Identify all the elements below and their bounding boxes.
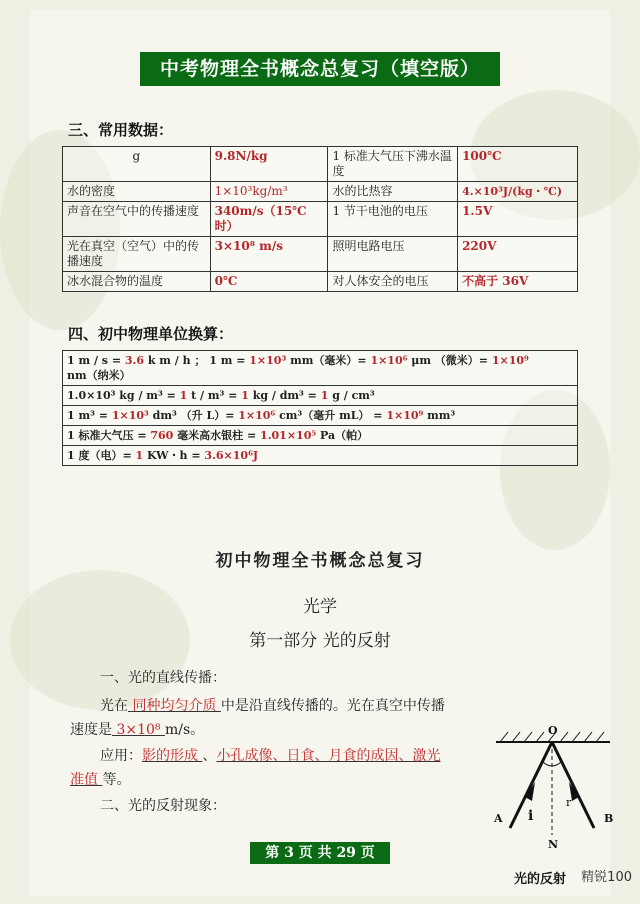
reflected-ray — [552, 742, 594, 828]
table-cell: 1×10³kg/m³ — [210, 182, 328, 202]
unit-text: k m / h ； 1 m = — [144, 354, 250, 367]
unit-text: dm³ （升 L）= — [148, 409, 239, 422]
page-title: 中考物理全书概念总复习（填空版） — [140, 52, 500, 86]
unit-text: Pa（帕） — [316, 429, 369, 442]
unit-value: 3.6 — [124, 354, 145, 367]
table-cell: 4.×10³J/(kg・℃) — [458, 182, 578, 202]
main-heading: 初中物理全书概念总复习 — [215, 551, 425, 571]
unit-value: 1 — [241, 389, 249, 402]
paragraph — [100, 696, 445, 716]
table-row — [63, 182, 578, 202]
table-cell: 1 标准大气压下沸水温度 — [328, 147, 458, 182]
paragraph — [70, 720, 204, 740]
blank-answer: 小孔成像、日食、月食的成因、激光 — [216, 748, 441, 764]
unit-text: g / cm³ — [328, 389, 375, 402]
unit-value: 1 — [320, 389, 329, 402]
paragraph: 一、光的直线传播： — [100, 670, 226, 686]
paragraph: 二、光的反射现象： — [100, 798, 226, 814]
diagram-label-B: B — [604, 812, 614, 825]
unit-value: 1 — [135, 449, 144, 462]
text-span: 中是沿直线传播的。光在真空中传播 — [220, 698, 445, 714]
unit-text: 1.0×10³ kg / m³ = — [67, 389, 180, 402]
table-cell: 100℃ — [458, 147, 578, 182]
unit-value: 1×10³ — [249, 354, 287, 367]
unit-text: cm³（毫升 mL） = — [275, 409, 387, 422]
unit-value: 1×10⁹ — [386, 409, 424, 422]
table-cell: 1.5V — [458, 202, 578, 237]
unit-value: 1 — [179, 389, 188, 402]
unit-text: KW・h = — [143, 449, 205, 462]
unit-text: mm³ — [423, 409, 456, 422]
table-row — [63, 426, 578, 446]
table-row — [63, 351, 578, 386]
paragraph — [100, 746, 440, 766]
common-data-table — [62, 146, 578, 292]
text-span: 、 — [202, 748, 217, 764]
unit-value: 1×10⁶ — [370, 354, 408, 367]
unit-text: kg / dm³ = — [248, 389, 321, 402]
unit-text: μm （微米）= — [407, 354, 492, 367]
unit-text: 1 度（电）= — [67, 449, 136, 462]
paragraph — [70, 770, 130, 790]
diagram-caption: 光的反射 — [514, 872, 567, 887]
unit-text: t / m³ = — [187, 389, 242, 402]
blank-answer: 3×10⁸ — [112, 722, 165, 738]
table-cell: 0℃ — [210, 272, 328, 292]
section-heading-unit-conversion: 四、初中物理单位换算： — [68, 325, 234, 343]
table-cell: g — [63, 147, 211, 182]
unit-value: 3.6×10⁶J — [204, 449, 259, 462]
unit-text: nm（纳米） — [67, 369, 131, 382]
unit-text: 1 m / s = — [67, 354, 125, 367]
table-row — [63, 237, 578, 272]
table-cell: 光在真空（空气）中的传播速度 — [63, 237, 211, 272]
table-cell: 水的密度 — [63, 182, 211, 202]
table-cell: 220V — [458, 237, 578, 272]
unit-value: 1×10⁶ — [238, 409, 276, 422]
table-cell: 1 节干电池的电压 — [328, 202, 458, 237]
unit-text: mm（毫米）= — [286, 354, 371, 367]
table-cell: 9.8N/kg — [210, 147, 328, 182]
diagram-label-i: i — [528, 808, 534, 824]
unit-conversion-table — [62, 350, 578, 466]
table-row — [63, 272, 578, 292]
diagram-label-O: O — [548, 724, 558, 737]
page-number: 第 3 页 共 29 页 — [250, 842, 390, 864]
table-row — [63, 386, 578, 406]
table-cell: 照明电路电压 — [328, 237, 458, 272]
text-span: m/s。 — [164, 722, 205, 738]
table-cell: 水的比热容 — [328, 182, 458, 202]
table-cell: 对人体安全的电压 — [328, 272, 458, 292]
unit-text: 毫米高水银柱 = — [173, 429, 261, 442]
table-cell: 不高于 36V — [458, 272, 578, 292]
table-cell: 340m/s（15℃时） — [210, 202, 328, 237]
diagram-label-A: A — [494, 812, 503, 825]
blank-answer: 同种均匀介质 — [128, 698, 221, 714]
unit-value: 1.01×10⁵ — [260, 429, 317, 442]
table-cell: 3×10⁸ m/s — [210, 237, 328, 272]
table-cell: 声音在空气中的传播速度 — [63, 202, 211, 237]
unit-text: 1 m³ = — [67, 409, 112, 422]
unit-value: 760 — [150, 429, 174, 442]
watermark: 精锐100 — [581, 870, 632, 885]
text-span: 应用： — [100, 748, 142, 764]
unit-text: 1 标准大气压 = — [67, 429, 151, 442]
table-row — [63, 446, 578, 466]
table-row — [63, 406, 578, 426]
text-span: 光在 — [100, 698, 128, 714]
blank-answer: 准值 — [70, 772, 103, 788]
blank-answer: 影的形成 — [142, 748, 203, 764]
unit-value: 1×10³ — [111, 409, 149, 422]
table-cell: 冰水混合物的温度 — [63, 272, 211, 292]
table-row — [63, 147, 578, 182]
part-heading: 第一部分 光的反射 — [249, 631, 391, 651]
diagram-label-r: r — [566, 796, 572, 809]
text-span: 等。 — [102, 772, 131, 788]
section-heading-common-data: 三、常用数据： — [68, 121, 174, 139]
subject-heading: 光学 — [303, 597, 337, 617]
text-span: 速度是 — [70, 722, 112, 738]
unit-value: 1×10⁹ — [491, 354, 529, 367]
diagram-label-N: N — [548, 838, 559, 851]
table-row — [63, 202, 578, 237]
